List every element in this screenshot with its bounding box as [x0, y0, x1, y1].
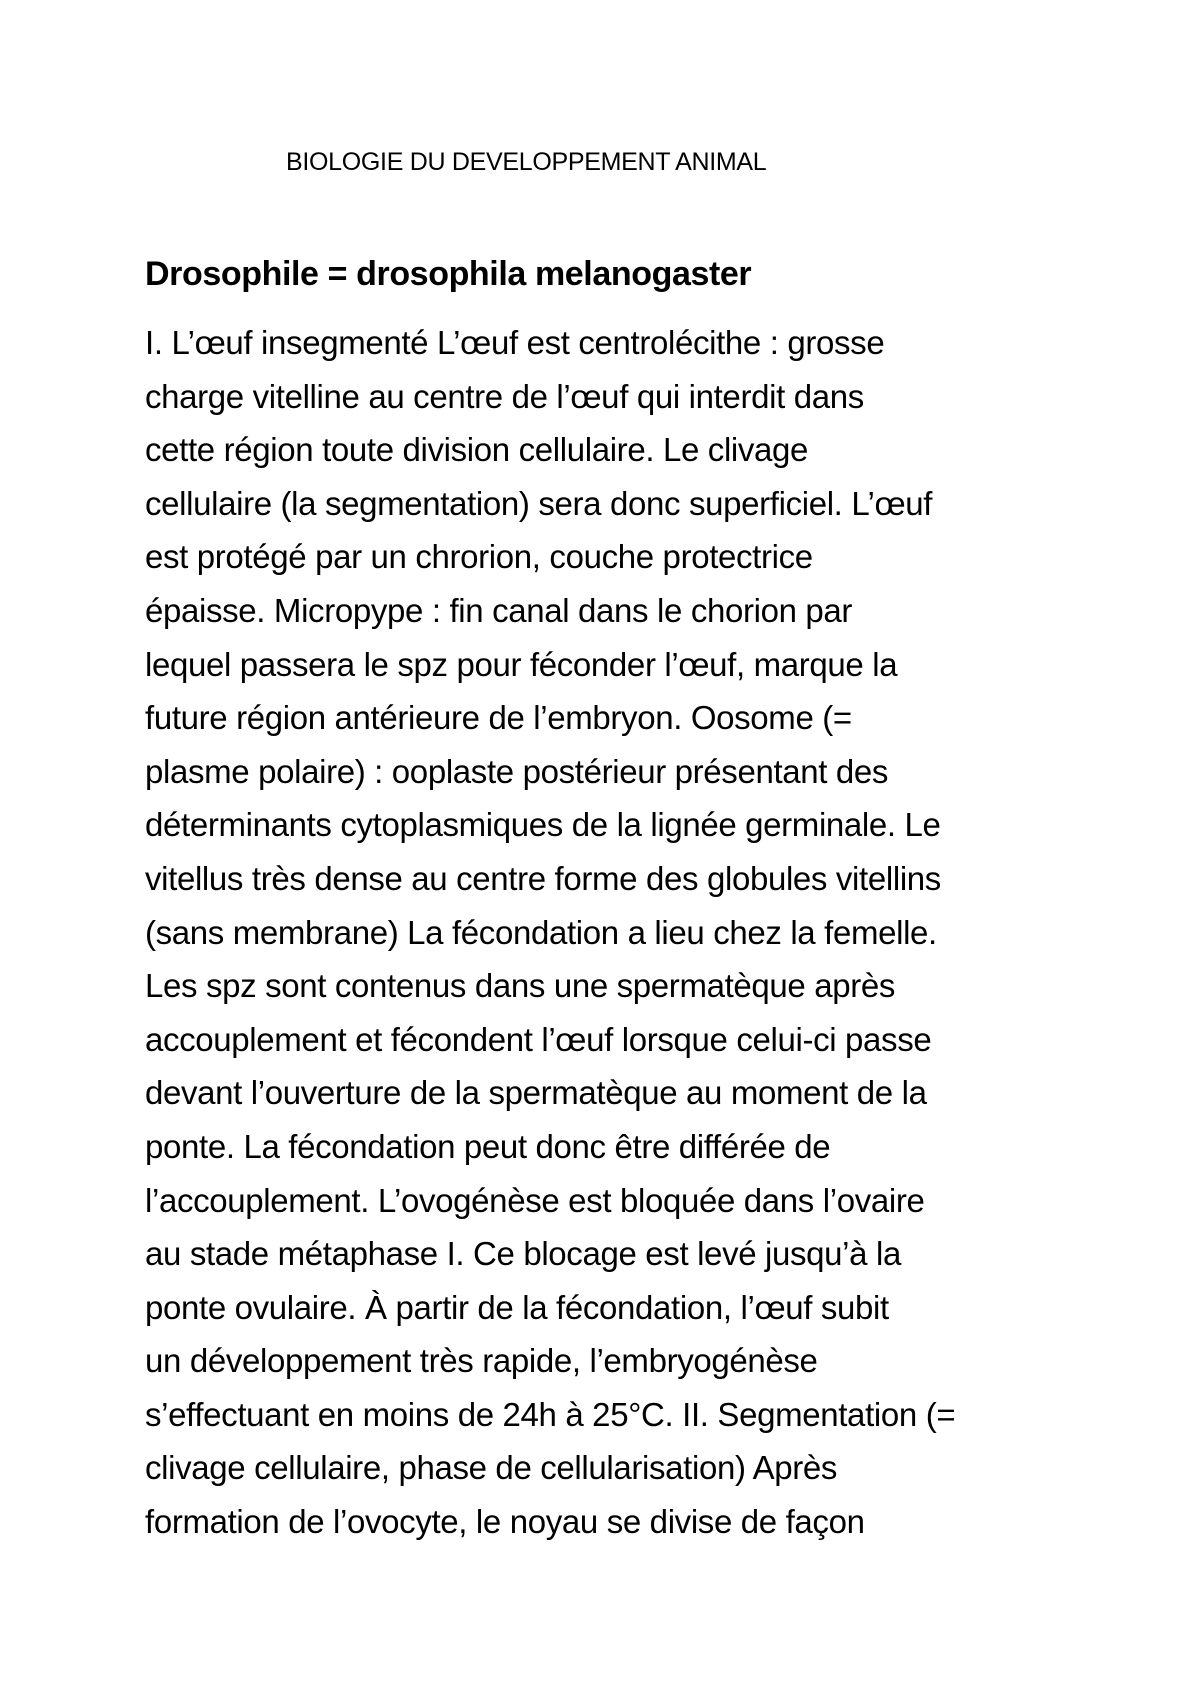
body-line: ponte ovulaire. À partir de la fécondation, l’œuf subit	[145, 1288, 889, 1326]
body-line: clivage cellulaire, phase de cellularisation) Après	[145, 1449, 838, 1487]
body-line: devant l’ouverture de la spermatèque au moment de la	[145, 1074, 927, 1112]
body-line: cellulaire (la segmentation) sera donc superficiel. L’œuf	[145, 484, 933, 522]
body-line: déterminants cytoplasmiques de la lignée germinale. Le	[145, 806, 941, 844]
body-line: épaisse. Micropype : fin canal dans le chorion par	[145, 591, 853, 629]
body-line: Les spz sont contenus dans une spermatèque après	[145, 967, 896, 1005]
body-line: l’accouplement. L’ovogénèse est bloquée dans l’ovaire	[145, 1181, 925, 1219]
body-line: accouplement et fécondent l’œuf lorsque celui-ci passe	[145, 1020, 932, 1058]
section-heading: Drosophile = drosophila melanogaster	[145, 255, 752, 293]
body-line: un développement très rapide, l’embryogénèse	[145, 1342, 818, 1380]
body-paragraph	[145, 316, 1085, 1549]
body-line: I. L’œuf insegmenté L’œuf est centrolécithe : grosse	[145, 324, 885, 361]
body-line: (sans membrane) La fécondation a lieu chez la femelle.	[145, 913, 937, 951]
body-line: ponte. La fécondation peut donc être différée de	[145, 1127, 831, 1165]
body-line: cette région toute division cellulaire. Le clivage	[145, 431, 809, 469]
body-line: au stade métaphase I. Ce blocage est levé jusqu’à la	[145, 1235, 901, 1273]
body-line: future région antérieure de l’embryon. Oosome (=	[145, 699, 852, 737]
body-line: lequel passera le spz pour féconder l’œuf, marque la	[145, 645, 898, 683]
body-line: s’effectuant en moins de 24h à 25°C. II. Segmentation (=	[145, 1395, 956, 1433]
body-line: plasme polaire) : ooplaste postérieur présentant des	[145, 752, 889, 790]
body-line: est protégé par un chrorion, couche protectrice	[145, 538, 813, 576]
body-line: formation de l’ovocyte, le noyau se divise de façon	[145, 1503, 865, 1541]
document-title: BIOLOGIE DU DEVELOPPEMENT ANIMAL	[286, 148, 767, 176]
body-line: charge vitelline au centre de l’œuf qui interdit dans	[145, 377, 864, 415]
body-line: vitellus très dense au centre forme des globules vitellins	[145, 859, 941, 897]
